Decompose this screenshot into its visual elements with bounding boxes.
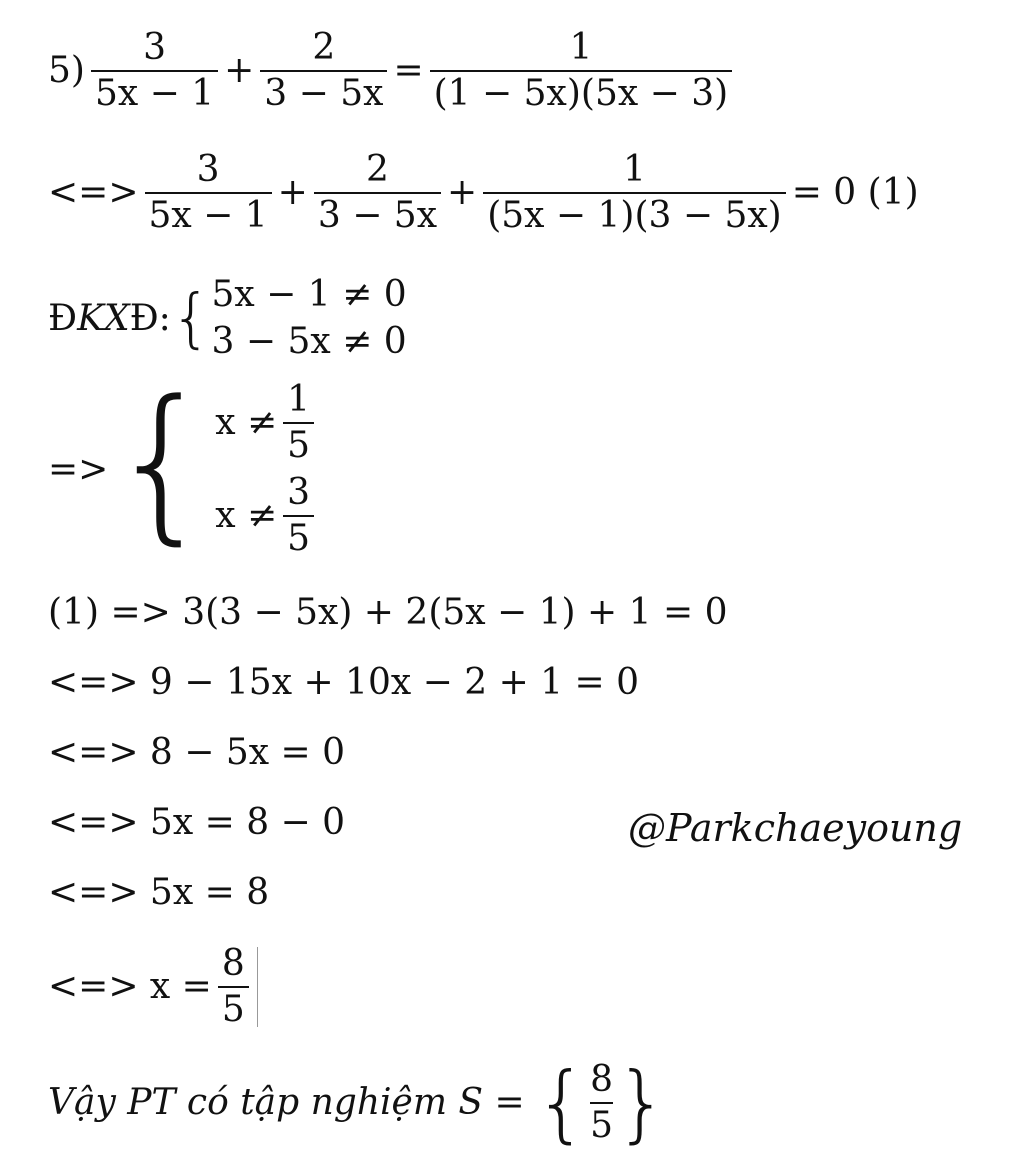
implies-symbol: =>: [48, 448, 109, 490]
denominator: 5: [218, 986, 249, 1030]
numerator: 8: [590, 1059, 614, 1100]
fraction: [430, 28, 733, 113]
numerator: 8: [221, 943, 245, 984]
solution-line: [48, 944, 258, 1029]
equation-tail: = 0 (1): [791, 172, 919, 214]
right-brace-icon: }: [615, 1053, 669, 1152]
conclusion-line: [48, 1053, 669, 1152]
equation-line-8: <=> 5x = 8 − 0: [48, 802, 346, 843]
row-lhs: x ≠: [215, 402, 278, 444]
equation-line-1: [48, 28, 738, 113]
left-brace-icon: {: [108, 364, 216, 561]
denominator: (5x − 1)(3 − 5x): [483, 192, 786, 236]
equation-line-6: <=> 9 − 15x + 10x − 2 + 1 = 0: [48, 662, 640, 703]
fraction: [283, 473, 314, 558]
fraction: [314, 150, 441, 235]
fraction: [145, 150, 272, 235]
denominator: 5: [590, 1102, 613, 1146]
numerator: 1: [569, 27, 593, 68]
operator: +: [224, 50, 255, 92]
condition-line: [48, 272, 407, 366]
denominator: 3 − 5x: [314, 192, 441, 236]
condition-label-a: Đ: [48, 298, 78, 340]
equation-line-2: [48, 150, 919, 235]
equation-line-7: <=> 8 − 5x = 0: [48, 732, 346, 773]
condition-system: [171, 272, 407, 366]
equation-line-5: (1) => 3(3 − 5x) + 2(5x − 1) + 1 = 0: [48, 592, 728, 633]
denominator: 5x − 1: [145, 192, 272, 236]
fraction: [218, 944, 249, 1029]
denominator: (1 − 5x)(5x − 3): [430, 70, 733, 114]
numerator: 3: [196, 149, 220, 190]
system-rows: [215, 380, 320, 558]
numerator: 1: [622, 149, 646, 190]
numerator: 3: [143, 27, 166, 68]
author-watermark: @Parkchaeyoung: [628, 806, 963, 850]
condition-label-b: KX: [77, 298, 130, 340]
text-cursor: [257, 947, 258, 1027]
left-brace-icon: {: [534, 1053, 589, 1152]
fraction: [91, 28, 218, 113]
fraction: [483, 150, 786, 235]
fraction: [283, 380, 314, 465]
numerator: 3: [287, 472, 311, 514]
denominator: 5: [283, 515, 314, 559]
system-row: [215, 473, 320, 558]
denominator: 5: [283, 422, 314, 466]
numerator: 1: [287, 379, 311, 420]
system-row: 3 − 5x ≠ 0: [211, 320, 407, 362]
fraction: [590, 1060, 613, 1145]
numerator: 2: [365, 149, 389, 190]
restriction-system: [108, 364, 320, 561]
left-brace-icon: {: [170, 281, 212, 356]
numerator: 2: [312, 27, 336, 68]
equivalence-symbol: <=>: [48, 172, 139, 214]
operator: +: [277, 172, 308, 214]
problem-label: 5): [48, 50, 85, 92]
system-row: [215, 380, 320, 465]
condition-label-c: Đ:: [129, 298, 171, 340]
solution-prefix: <=> x =: [48, 966, 212, 1008]
operator: =: [393, 50, 424, 92]
fraction: [260, 28, 387, 113]
denominator: 3 − 5x: [260, 70, 387, 114]
operator: +: [447, 172, 478, 214]
row-lhs: x ≠: [215, 495, 278, 537]
conclusion-text: Vậy PT có tập nghiệm S =: [48, 1082, 525, 1124]
solution-set: [534, 1053, 669, 1152]
equation-line-9: <=> 5x = 8: [48, 872, 270, 913]
restriction-line: [48, 364, 320, 561]
system-row: 5x − 1 ≠ 0: [211, 274, 407, 315]
system-rows: [212, 272, 407, 366]
denominator: 5x − 1: [91, 70, 218, 114]
